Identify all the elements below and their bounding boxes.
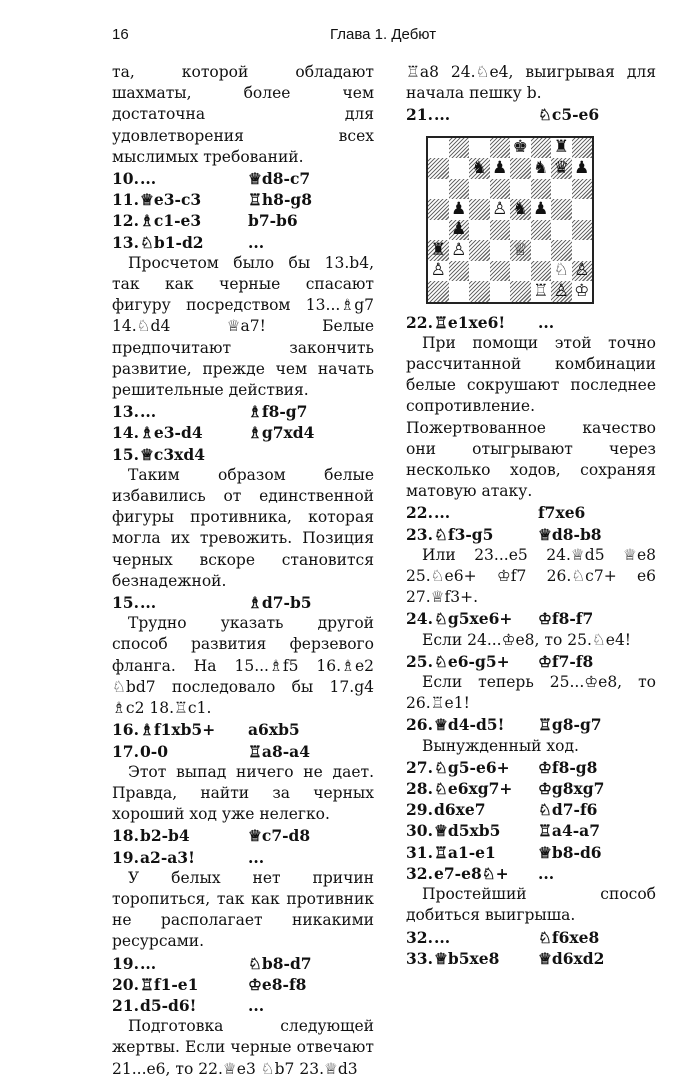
black-move: ... (538, 863, 555, 883)
board-square (551, 179, 572, 200)
move-number: 13. (112, 402, 139, 422)
white-move: 0-0 (140, 741, 169, 761)
move-line (406, 778, 656, 799)
board-square (449, 179, 470, 200)
black-move (248, 444, 374, 465)
move-number: 10. (112, 169, 139, 189)
board-square (428, 199, 449, 220)
black-move: ♕d8-c7 (248, 169, 311, 189)
move-number: 19. (112, 847, 139, 867)
white-move: ♗c1-e3 (140, 211, 202, 231)
board-square (551, 240, 572, 261)
chess-board (428, 138, 592, 302)
move-number: 30. (406, 821, 433, 841)
white-move: ... (434, 927, 451, 947)
black-move: ♔f7-f8 (538, 651, 594, 671)
board-square (531, 220, 552, 241)
move-number: 15. (112, 444, 139, 464)
move-line (112, 825, 374, 846)
move-line (406, 312, 656, 333)
board-square (510, 138, 531, 159)
move-line (112, 847, 374, 868)
board-square (469, 138, 490, 159)
left-column (112, 62, 374, 1080)
white-move: ... (434, 503, 451, 523)
board-square (510, 179, 531, 200)
board-square (510, 261, 531, 282)
move-number: 18. (112, 826, 139, 846)
black-move: ♗d7-b5 (248, 593, 312, 613)
board-square (572, 220, 593, 241)
black-move: b7-b6 (248, 211, 298, 231)
black-pawn-icon: ♟ (492, 157, 508, 178)
white-move: ... (434, 105, 451, 125)
black-move: ♘c5-e6 (538, 105, 600, 125)
right-column-bottom (406, 312, 656, 969)
move-line (406, 820, 656, 841)
move-number: 26. (406, 715, 433, 735)
board-square (572, 138, 593, 159)
move-line (112, 741, 374, 762)
white-rook-icon: ♖ (533, 280, 549, 301)
white-move: ♖a1-e1 (434, 842, 496, 862)
right-column (406, 62, 656, 969)
black-move: ♔g8xg7 (538, 779, 605, 799)
white-move: ♕c3xd4 (140, 444, 205, 464)
board-square (490, 240, 511, 261)
chess-diagram (426, 136, 594, 304)
move-number: 17. (112, 741, 139, 761)
move-line (406, 948, 656, 969)
board-square (490, 138, 511, 159)
move-line (112, 168, 374, 189)
move-line (406, 799, 656, 820)
black-pawn-icon: ♟ (451, 219, 467, 240)
board-square (531, 199, 552, 220)
board-square (490, 220, 511, 241)
board-square (510, 240, 531, 261)
board-square (551, 199, 572, 220)
white-move: b2-b4 (140, 826, 190, 846)
move-number: 22. (406, 312, 433, 332)
move-number: 24. (406, 609, 433, 629)
board-square (531, 261, 552, 282)
white-move: ♖f1-e1 (140, 974, 199, 994)
board-square (551, 261, 572, 282)
move-line (406, 757, 656, 778)
board-square (551, 220, 572, 241)
move-line (406, 651, 656, 672)
black-move: ♖h8-g8 (248, 190, 313, 210)
board-square (469, 281, 490, 302)
move-line (112, 953, 374, 974)
move-number: 19. (112, 953, 139, 973)
paragraph: Простейший способ добиться выигрыша. (406, 885, 656, 925)
black-move: a6xb5 (248, 720, 300, 740)
board-square (449, 240, 470, 261)
white-move: ♕b5xe8 (434, 948, 500, 968)
white-move: ... (140, 953, 157, 973)
move-line (112, 995, 374, 1016)
move-number: 27. (406, 757, 433, 777)
white-move: ♕d5xb5 (434, 821, 501, 841)
board-square (428, 179, 449, 200)
paragraph: Этот выпад ничего не дает. Правда, найти за черных хороший ход уже нелегко. (112, 762, 374, 824)
board-square (551, 138, 572, 159)
board-square (510, 199, 531, 220)
white-move: ♘g5-e6+ (434, 757, 510, 777)
board-square (572, 261, 593, 282)
black-rook-icon: ♜ (553, 137, 569, 158)
black-move: ... (538, 312, 555, 332)
white-move: ♖e1xe6! (434, 312, 506, 332)
board-square (449, 199, 470, 220)
board-square (490, 199, 511, 220)
white-move: ... (140, 169, 157, 189)
paragraph: При помощи этой точно рассчитанной комбинации белые сокрушают последнее сопротивление. Пожертвованное качество они отыгрывают через несколько ходов, сохраняя матовую атаку. (406, 333, 656, 501)
move-number: 13. (112, 232, 139, 252)
black-pawn-icon: ♟ (574, 157, 590, 178)
move-number: 25. (406, 651, 433, 671)
board-square (469, 220, 490, 241)
board-square (572, 240, 593, 261)
move-line (112, 189, 374, 210)
black-pawn-icon: ♟ (533, 198, 549, 219)
move-number: 11. (112, 190, 139, 210)
move-line (112, 719, 374, 740)
running-title: Глава 1. Дебют (330, 26, 437, 43)
black-move: ♗g7xd4 (248, 423, 315, 443)
black-king-icon: ♚ (512, 137, 528, 158)
white-pawn-icon: ♙ (574, 260, 590, 281)
move-number: 32. (406, 863, 433, 883)
page-header (0, 22, 678, 48)
black-move: ♖g8-g7 (538, 715, 602, 735)
white-move: ... (140, 402, 157, 422)
white-move: ♘g5xe6+ (434, 609, 513, 629)
board-square (490, 179, 511, 200)
paragraph: Если 24...♔e8, то 25.♘e4! (422, 630, 632, 649)
paragraph: Или 23...e5 24.♕d5 ♕e8 25.♘e6+ ♔f7 26.♘c7+ e6 27.♕f3+. (406, 545, 656, 607)
move-line (112, 974, 374, 995)
white-move: ♗f1xb5+ (140, 720, 216, 740)
board-square (531, 179, 552, 200)
board-square (510, 281, 531, 302)
white-pawn-icon: ♙ (553, 280, 569, 301)
black-knight-icon: ♞ (533, 157, 549, 178)
board-square (449, 158, 470, 179)
white-queen-icon: ♕ (512, 239, 528, 260)
white-move: ♘f3-g5 (434, 524, 494, 544)
board-square (449, 138, 470, 159)
board-square (428, 158, 449, 179)
white-move: ♘b1-d2 (140, 232, 204, 252)
move-line (406, 608, 656, 629)
white-pawn-icon: ♙ (492, 198, 508, 219)
white-move: d5-d6! (140, 995, 197, 1015)
white-move: a2-a3! (140, 847, 195, 867)
board-square (469, 261, 490, 282)
move-number: 21. (112, 995, 139, 1015)
white-king-icon: ♔ (574, 280, 590, 301)
black-move: ♕d6xd2 (538, 948, 605, 968)
board-square (469, 179, 490, 200)
black-move: ♔f8-g8 (538, 757, 598, 777)
black-move: ♖a4-a7 (538, 821, 600, 841)
board-square (551, 281, 572, 302)
white-move: ♘e6xg7+ (434, 779, 513, 799)
black-move: ♕b8-d6 (538, 842, 602, 862)
move-number: 31. (406, 842, 433, 862)
right-column-top (406, 62, 656, 126)
board-square (428, 240, 449, 261)
white-move: ♕e3-c3 (140, 190, 202, 210)
move-number: 22. (406, 503, 433, 523)
move-number: 32. (406, 927, 433, 947)
board-square (469, 158, 490, 179)
white-move: ♕d4-d5! (434, 715, 505, 735)
paragraph: У белых нет причин торопиться, так как противник не располагает никакими ресурсами. (112, 868, 374, 951)
move-number: 28. (406, 779, 433, 799)
white-move: d6xe7 (434, 800, 486, 820)
black-move: ♕c7-d8 (248, 826, 311, 846)
move-line (406, 927, 656, 948)
move-line (406, 842, 656, 863)
move-line (112, 232, 374, 253)
board-square (531, 158, 552, 179)
board-square (572, 179, 593, 200)
white-move: ... (140, 593, 157, 613)
black-move: ♘f6xe8 (538, 927, 600, 947)
page-number: 16 (112, 26, 129, 43)
move-line (406, 863, 656, 884)
move-line (406, 714, 656, 735)
black-move: ♘d7-f6 (538, 800, 598, 820)
black-knight-icon: ♞ (471, 157, 487, 178)
paragraph: Если теперь 25...♔e8, то 26.♖e1! (406, 673, 656, 713)
board-square (531, 138, 552, 159)
move-line (112, 592, 374, 613)
board-square (449, 220, 470, 241)
move-number: 23. (406, 524, 433, 544)
black-knight-icon: ♞ (512, 198, 528, 219)
black-rook-icon: ♜ (430, 239, 446, 260)
move-line (406, 524, 656, 545)
move-number: 16. (112, 720, 139, 740)
board-square (490, 261, 511, 282)
board-square (572, 281, 593, 302)
board-square (490, 158, 511, 179)
board-square (449, 261, 470, 282)
move-number: 29. (406, 800, 433, 820)
paragraph: ♖a8 24.♘e4, выигрывая для начала пешку b. (406, 63, 656, 103)
black-move: ♔e8-f8 (248, 974, 307, 994)
black-move: ♔f8-f7 (538, 609, 594, 629)
black-move: ♘b8-d7 (248, 953, 312, 973)
move-line (112, 444, 374, 465)
move-number: 21. (406, 105, 433, 125)
move-number: 20. (112, 974, 139, 994)
board-square (572, 158, 593, 179)
white-move: ♘e6-g5+ (434, 651, 510, 671)
board-square (490, 281, 511, 302)
paragraph: та, которой обладают шахматы, более чем достаточна для удовлетворения всех мыслимых требований. (112, 63, 374, 166)
black-move: ... (248, 847, 265, 867)
board-square (510, 158, 531, 179)
white-move: ♗e3-d4 (140, 423, 203, 443)
move-line (112, 210, 374, 231)
move-line (406, 502, 656, 523)
black-move: f7xe6 (538, 503, 586, 523)
move-number: 33. (406, 948, 433, 968)
board-square (531, 281, 552, 302)
black-queen-icon: ♛ (553, 157, 569, 178)
paragraph: Подготовка следующей жертвы. Если черные отвечают 21...e6, то 22.♕e3 ♘b7 23.♕d3 (112, 1017, 374, 1078)
white-pawn-icon: ♙ (430, 260, 446, 281)
paragraph: Вынужденный ход. (422, 736, 579, 755)
paragraph: Просчетом было бы 13.b4, так как черные спасают фигуру посредством 13...♗g7 14.♘d4 ♕a7! Белые предпочитают закончить развитие, прежде чем начать решительные действия. (112, 253, 374, 400)
white-move: e7-e8♘+ (434, 863, 509, 883)
paragraph: Таким образом белые избавились от единственной фигуры противника, которая могла их тревожить. Позиция черных вскоре становится безнадежной. (112, 465, 374, 590)
move-number: 14. (112, 423, 139, 443)
white-knight-icon: ♘ (553, 260, 569, 281)
black-move: ♗f8-g7 (248, 402, 308, 422)
board-square (428, 261, 449, 282)
white-pawn-icon: ♙ (451, 239, 467, 260)
paragraph: Трудно указать другой способ развития ферзевого фланга. На 15...♗f5 16.♗e2 ♘bd7 последовало бы 17.g4 ♗c2 18.♖c1. (112, 614, 374, 718)
board-square (510, 220, 531, 241)
move-line (112, 401, 374, 422)
board-square (428, 138, 449, 159)
move-line (112, 422, 374, 443)
black-move: ♕d8-b8 (538, 524, 602, 544)
board-square (428, 281, 449, 302)
board-square (469, 199, 490, 220)
move-number: 15. (112, 593, 139, 613)
board-square (469, 240, 490, 261)
board-square (531, 240, 552, 261)
black-move: ... (248, 232, 265, 252)
move-number: 12. (112, 211, 139, 231)
board-square (428, 220, 449, 241)
move-line (406, 104, 656, 125)
board-square (572, 199, 593, 220)
board-square (551, 158, 572, 179)
black-pawn-icon: ♟ (451, 198, 467, 219)
board-square (449, 281, 470, 302)
black-move: ... (248, 995, 265, 1015)
black-move: ♖a8-a4 (248, 741, 310, 761)
